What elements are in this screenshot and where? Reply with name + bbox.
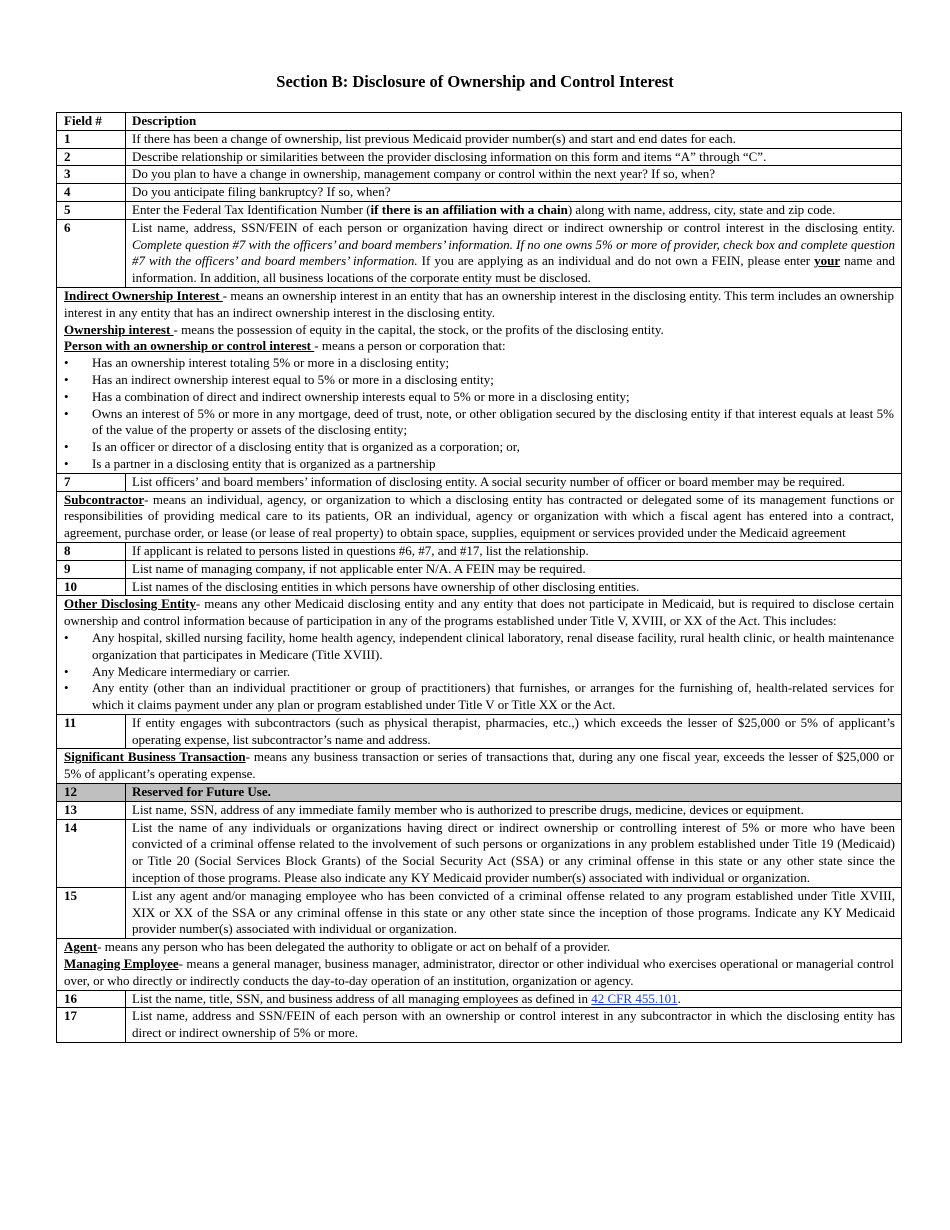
field-description [126, 991, 901, 1008]
field-description: If there has been a change of ownership, list previous Medicaid provider number(s) and start and end dates for each. [132, 130, 736, 146]
definition-indirect-ownership [64, 288, 894, 322]
field-row-3 [57, 166, 901, 184]
field-number: 1 [57, 131, 126, 148]
field-row-2 [57, 149, 901, 167]
field-row-8 [57, 543, 901, 561]
bullet-item: • Any Medicare intermediary or carrier. [64, 663, 291, 679]
definition-text: - means an individual, agency, or organization to which a disclosing entity has contracted or delegated some of its management functions or responsibilities of providing medical care to its patients, OR an individual, agency or organization with which a fiscal agent has entered into a contract, agreement, purchase order, or lease (or lease of real property) to obtain space, supplies, equipment or services provided under the Medicaid agreement [64, 491, 894, 541]
field-description: Describe relationship or similarities between the provider disclosing information on this form and items “A” through “C”. [132, 148, 767, 164]
bullet-item: • Any hospital, skilled nursing facility, home health agency, independent clinical laboratory, renal disease facility, rural health clinic, or health maintenance organization that participates in Medicare (Title XVIII). [64, 629, 894, 662]
definition-managing-employee [64, 956, 894, 990]
field-description: Reserved for Future Use. [132, 784, 271, 800]
field-row-17 [57, 1008, 901, 1042]
text-segment: Enter the Federal Tax Identification Number ( [132, 201, 371, 217]
bullet-item: • Is a partner in a disclosing entity that is organized as a partnership [64, 455, 436, 471]
field-number: 2 [57, 149, 126, 166]
field-description: List names of the disclosing entities in which persons have ownership of other disclosing entities. [132, 578, 640, 594]
field-row-5 [57, 202, 901, 220]
field-number: 15 [57, 888, 126, 938]
field-row-6 [57, 220, 901, 288]
field-row-9 [57, 561, 901, 579]
italic-text: Complete question #7 with the officers’ and board members’ information. If no one owns 5% or more of provider, check box and complete question #7 with the officers’ and board members’ information. [132, 236, 895, 269]
field-row-14 [57, 820, 901, 888]
field-description: Do you anticipate filing bankruptcy? If so, when? [132, 184, 391, 200]
definition-term: Person with an ownership or control interest [64, 338, 315, 354]
definition-term: Other Disclosing Entity [64, 596, 196, 612]
definition-text: - means the possession of equity in the capital, the stock, or the profits of the disclosing entity. [173, 321, 664, 337]
definition-significant-business-transaction [57, 749, 901, 783]
bullet-icon: • [64, 405, 69, 421]
definition-subcontractor [57, 492, 901, 542]
field-number-header: Field # [57, 113, 126, 130]
field-number: 10 [57, 579, 126, 596]
field-number: 17 [57, 1008, 126, 1042]
definition-term: Indirect Ownership Interest [64, 287, 223, 303]
field-number: 3 [57, 166, 126, 183]
definition-agent [64, 939, 894, 956]
field-row-11 [57, 715, 901, 750]
definition-text: - means a general manager, business manager, administrator, director or other individual who exercises operational or managerial control over, or who directly or indirectly conducts the day-to-day operation of an institution, organization or agency. [64, 956, 894, 988]
field-number: 7 [57, 474, 126, 491]
bold-underline-text: your [814, 253, 841, 269]
text-segment: List name, address, SSN/FEIN of each person or organization having direct or indirect ownership or control interest in the disclosing entity. [132, 219, 895, 235]
field-number: 8 [57, 543, 126, 560]
definition-other-disclosing-block [57, 596, 901, 715]
definition-text: - means a person or corporation that: [314, 338, 506, 354]
field-row-1 [57, 131, 901, 149]
bullet-icon: • [64, 388, 69, 404]
bullet-item: • Is an officer or director of a disclosing entity that is organized as a corporation; or, [64, 439, 520, 455]
definition-term: Subcontractor [64, 491, 145, 507]
description-header: Description [132, 113, 197, 128]
field-description: List name of managing company, if not applicable enter N/A. A FEIN may be required. [132, 560, 586, 576]
bullet-item: • Has a combination of direct and indirect ownership interests equal to 5% or more in a disclosing entity; [64, 388, 630, 404]
field-number: 5 [57, 202, 126, 219]
definitions-block-ownership [57, 288, 901, 474]
definition-significant-transaction-block [57, 749, 901, 784]
field-description: List name, SSN, address of any immediate family member who is authorized to prescribe drugs, medicine, devices or equipment. [132, 801, 804, 817]
bullet-icon: • [64, 663, 69, 679]
definition-person-with-ownership [64, 338, 894, 355]
field-number: 13 [57, 802, 126, 819]
text-segment: ) along with name, address, city, state and zip code. [567, 201, 836, 217]
table-header-row [57, 113, 901, 131]
field-row-15 [57, 888, 901, 939]
bullet-icon: • [64, 371, 69, 387]
field-description: List officers’ and board members’ information of disclosing entity. A social security number of officer or board member may be required. [132, 473, 845, 489]
disclosure-table [56, 112, 902, 1043]
bullet-icon: • [64, 355, 69, 371]
bold-text: if there is an affiliation with a chain [370, 201, 568, 217]
field-number: 9 [57, 561, 126, 578]
bullet-item: • Any entity (other than an individual practitioner or group of practitioners) that furnishes, or arranges for the furnishing of, health-related services for which it claims payment under any plan or program established under Title V or Title XX or the Act. [64, 680, 894, 713]
field-description: Do you plan to have a change in ownership, management company or control within the next year? If so, when? [132, 166, 716, 182]
bullet-item: • Has an indirect ownership interest equal to 5% or more in a disclosing entity; [64, 371, 494, 387]
field-description: List any agent and/or managing employee who has been convicted of a criminal offense related to any program established under Title XVIII, XIX or XX of the SSA or any criminal offense in this state or any other state since the inception of those programs. Indicate any KY Medicaid provider number(s) associated with individual or organization. [132, 887, 895, 937]
definition-text: - means any person who has been delegated the authority to obligate or act on behalf of a provider. [97, 939, 611, 955]
field-row-10 [57, 579, 901, 597]
field-number: 6 [57, 220, 126, 287]
cfr-link[interactable]: 42 CFR 455.101 [591, 990, 678, 1006]
field-description: If applicant is related to persons listed in questions #6, #7, and #17, list the relationship. [132, 542, 589, 558]
field-number: 16 [57, 991, 126, 1008]
definition-text: - means any business transaction or series of transactions that, during any one fiscal year, exceeds the lesser of $25,000 or 5% of applicant’s operating expense. [64, 749, 894, 782]
field-number: 4 [57, 184, 126, 201]
field-description: If entity engages with subcontractors (such as physical therapist, pharmacies, etc.,) which exceeds the lesser of $25,000 or 5% of applicant’s operating expense, list subcontractor’s name and address. [132, 714, 895, 747]
definition-term: Managing Employee [64, 956, 179, 972]
bullet-item: • Has an ownership interest totaling 5% or more in a disclosing entity; [64, 355, 450, 371]
field-description [126, 202, 901, 219]
definition-subcontractor-block [57, 492, 901, 543]
definition-term: Ownership interest [64, 321, 174, 337]
bullet-icon: • [64, 455, 69, 471]
text-segment: If you are applying as an individual and do not own a FEIN, please enter [417, 253, 815, 269]
field-number: 12 [57, 784, 126, 801]
field-description: List the name of any individuals or organizations having direct or indirect ownership or controlling interest of 5% or more who have been convicted of a criminal offense related to the involvement of such persons or organizations in any problem established under Title 19 (Medicaid) or Title 20 (Social Services Block Grants) of the Social Security Act (SSA) or any criminal offense in this state or any other state since the inception of those programs. Please also indicate any KY Medicaid provider number(s) associated with individual or organization. [132, 819, 895, 886]
definition-term: Significant Business Transaction [64, 749, 246, 765]
field-number: 14 [57, 820, 126, 887]
bullet-icon: • [64, 439, 69, 455]
bullet-icon: • [64, 680, 69, 696]
field-description: List name, address and SSN/FEIN of each person with an ownership or control interest in any subcontractor in which the disclosing entity has direct or indirect ownership of 5% or more. [132, 1008, 895, 1041]
field-description [126, 220, 901, 287]
definition-ownership-interest [64, 322, 894, 339]
text-segment: . [677, 990, 681, 1006]
text-segment: List the name, title, SSN, and business address of all managing employees as defined in [132, 990, 592, 1006]
definition-text: - means an ownership interest in an entity that has an ownership interest in the disclosing entity. This term includes an ownership interest in any entity that has an indirect ownership interest in the disclosing entity. [64, 287, 894, 320]
field-row-16 [57, 991, 901, 1009]
field-row-7 [57, 474, 901, 492]
field-row-13 [57, 802, 901, 820]
definitions-agent-block [57, 939, 901, 990]
field-row-4 [57, 184, 901, 202]
definition-text: - means any other Medicaid disclosing entity and any entity that does not participate in Medicaid, but is required to disclose certain ownership and control information because of participation in any of the programs established under Title V, XVIII, or XX of the Act. This includes: [64, 596, 894, 629]
field-number: 11 [57, 715, 126, 749]
field-row-12-reserved [57, 784, 901, 802]
bullet-icon: • [64, 629, 69, 645]
bullet-item: • Owns an interest of 5% or more in any mortgage, deed of trust, note, or other obligation secured by the disclosing entity if that interest equals at least 5% of the value of the property or assets of the disclosing entity; [64, 405, 894, 438]
page-title: Section B: Disclosure of Ownership and Control Interest [276, 72, 674, 91]
definition-other-disclosing-entity [64, 596, 894, 630]
definition-term: Agent [64, 939, 98, 955]
text-segment: name and information. In addition, all business locations of the corporate entity must be disclosed. [132, 253, 896, 286]
